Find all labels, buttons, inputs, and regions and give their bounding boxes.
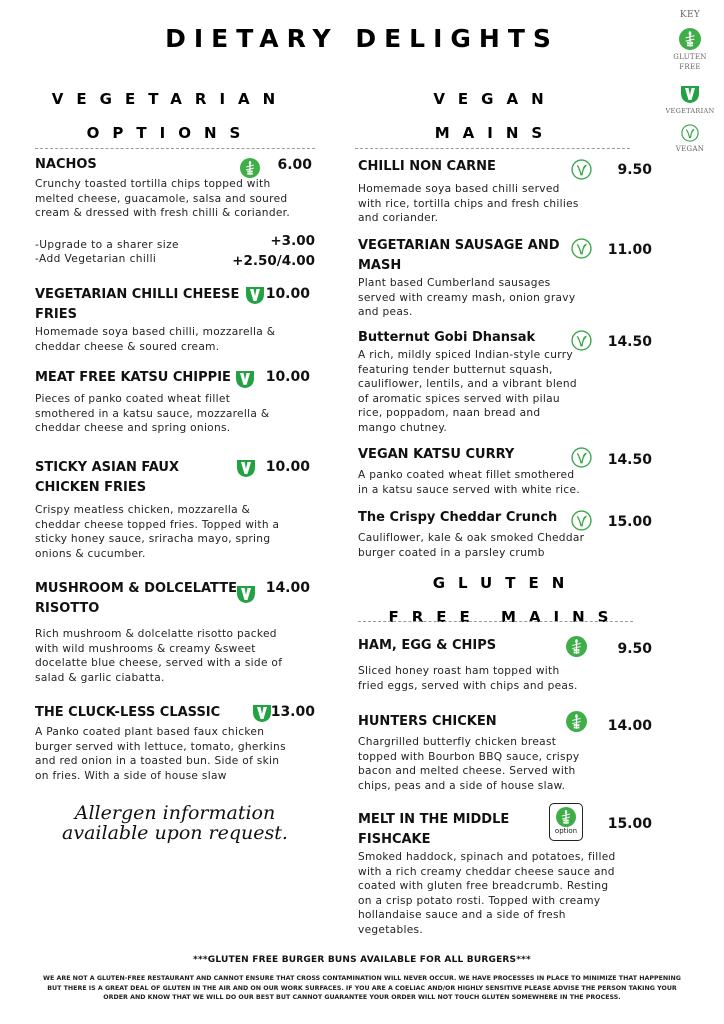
disclaimer-line: BUT THERE IS A GREAT DEAL OF GLUTEN IN THE AIR AND ON OUR WORK SURFACES. IF YOU ARE A COELIAC AND/OR HIGHLY SENSITIVE PLEASE ADVISE THE PERSON TAKING YOUR [47, 984, 677, 992]
item-name: VEGETARIAN CHILLI CHEESE [35, 287, 240, 302]
key-label-vegan: VEGAN [675, 145, 705, 153]
section-heading-vegetarian [20, 82, 320, 150]
item-name: CHICKEN FRIES [35, 480, 147, 495]
item-name: RISOTTO [35, 601, 100, 616]
desc-line: featuring tender butternut squash, [358, 363, 553, 376]
addon-price: +3.00 [270, 233, 315, 249]
desc-line: chips, peas and a side of house slaw. [358, 779, 566, 792]
item-price: 13.00 [270, 704, 315, 720]
desc-line: Homemade soya based chilli, mozzarella & [35, 326, 276, 338]
item-price: 11.00 [607, 242, 652, 258]
desc-line: and coriander. [358, 212, 439, 225]
desc-line: with a rich creamy cheddar cheese sauce and [358, 865, 615, 878]
legend-key [660, 10, 720, 154]
item-price: 10.00 [265, 369, 310, 385]
desc-line: topped with Bourbon BBQ sauce, crispy [358, 750, 580, 763]
desc-line: onions & cucumber. [35, 547, 146, 560]
gluten-free-option-badge [549, 803, 583, 841]
allergen-note [40, 803, 310, 843]
desc-line: cheddar cheese topped fries. Topped with a [35, 518, 280, 531]
vegan-icon [571, 330, 592, 351]
desc-line: Rich mushroom & dolcelatte risotto packed [35, 628, 277, 640]
item-price: 14.50 [607, 452, 652, 468]
desc-line: A rich, mildly spiced Indian-style curry [358, 349, 573, 361]
gluten-free-option-icon [556, 807, 576, 827]
item-name: HUNTERS CHICKEN [358, 714, 497, 729]
allergen-line: Allergen information [74, 802, 276, 824]
heading-line: OPTIONS [86, 124, 254, 142]
item-name: Butternut Gobi Dhansak [358, 330, 536, 345]
divider [358, 621, 633, 622]
key-label-line: FREE [679, 63, 701, 71]
item-description [358, 468, 628, 497]
desc-line: burger coated in a parsley crumb [358, 546, 545, 559]
item-description [35, 627, 320, 685]
desc-line: Pieces of panko coated wheat fillet [35, 393, 231, 405]
desc-line: on a crisp potato rosti. Topped with creamy [358, 894, 601, 907]
item-description [35, 503, 320, 561]
disclaimer-line: ORDER AND KNOW THAT WE WILL DO OUR BEST BUT CANNOT GUARANTEE YOUR ORDER WILL NOT TOUCH GLUTEN SOMEWHERE IN THE PROCESS. [103, 994, 621, 1001]
addon-price: +2.50/4.00 [232, 253, 315, 269]
desc-line: coated with gluten free breadcrumb. Resting [358, 880, 609, 893]
desc-line: vegetables. [358, 923, 424, 936]
desc-line: salad & garlic ciabatta. [35, 671, 165, 684]
key-label-gluten-free [660, 52, 720, 72]
item-description [358, 850, 658, 938]
item-name: FRIES [35, 307, 77, 322]
item-description [35, 392, 320, 436]
item-name: MEAT FREE KATSU CHIPPIE [35, 370, 231, 385]
allergen-line: available upon request. [62, 822, 288, 844]
desc-line: A Panko coated plant based faux chicken [35, 726, 265, 738]
item-price: 6.00 [277, 157, 312, 173]
item-price: 9.50 [617, 162, 652, 178]
section-heading-vegan [380, 82, 610, 150]
item-name: NACHOS [35, 157, 97, 172]
vegan-icon [571, 159, 592, 180]
heading-line: VEGAN [433, 90, 557, 108]
gluten-free-icon [566, 636, 587, 657]
desc-line: cheddar cheese and spring onions. [35, 422, 231, 435]
item-description [358, 735, 628, 793]
desc-line: on fries. With a side of house slaw [35, 769, 227, 782]
desc-line: bacon and melted cheese. Served with [358, 765, 576, 778]
desc-line: Homemade soya based chilli served [358, 183, 560, 195]
item-description [358, 348, 628, 436]
item-name: CHILLI NON CARNE [358, 159, 496, 174]
desc-line: of aromatic spices served with pilau [358, 392, 560, 405]
item-description [358, 182, 628, 226]
desc-line: fried eggs, served with chips and peas. [358, 679, 578, 692]
desc-line: Plant based Cumberland sausages [358, 277, 551, 289]
item-description [358, 276, 628, 320]
item-price: 15.00 [607, 816, 652, 832]
item-price: 10.00 [265, 286, 310, 302]
desc-line: cauliflower, lentils, and a vibrant blend [358, 378, 577, 391]
gluten-free-icon [566, 711, 587, 732]
item-name: FISHCAKE [358, 832, 431, 847]
page-title: DIETARY DELIGHTS [165, 24, 559, 53]
item-price: 14.50 [607, 334, 652, 350]
desc-line: docelatte blue cheese, served with a side of [35, 657, 283, 670]
item-description [35, 725, 325, 783]
desc-line: Sliced honey roast ham topped with [358, 665, 560, 677]
item-name: HAM, EGG & CHIPS [358, 638, 497, 653]
desc-line: melted cheese, guacamole, salsa and soured [35, 192, 288, 205]
item-name: VEGAN KATSU CURRY [358, 447, 515, 462]
vegan-icon [571, 510, 592, 531]
desc-line: mango chutney. [358, 421, 448, 434]
item-description [35, 325, 320, 354]
desc-line: sticky honey sauce, sriracha mayo, spring [35, 533, 271, 546]
item-name: VEGETARIAN SAUSAGE AND [358, 238, 560, 253]
item-name: The Crispy Cheddar Crunch [358, 510, 558, 525]
item-description [358, 531, 628, 560]
heading-line: VEGETARIAN [51, 90, 289, 108]
desc-line: Crispy meatless chicken, mozzarella & [35, 504, 251, 516]
option-label: option [554, 827, 578, 835]
desc-line: A panko coated wheat fillet smothered [358, 469, 575, 481]
desc-line: with rice, tortilla chips and fresh chilies [358, 197, 579, 210]
heading-line: FREE MAINS [388, 608, 622, 626]
item-description [35, 177, 320, 221]
addon-label: -Upgrade to a sharer size [35, 239, 179, 251]
desc-line: and red onion in a toasted bun. Side of skin [35, 755, 280, 768]
item-name: THE CLUCK-LESS CLASSIC [35, 705, 221, 720]
key-label-vegetarian: VEGETARIAN [665, 107, 715, 115]
vegetarian-icon [680, 84, 700, 104]
desc-line: hollandaise sauce and a side of fresh [358, 909, 566, 922]
item-price: 15.00 [607, 514, 652, 530]
item-price: 14.00 [265, 580, 310, 596]
item-price: 9.50 [617, 641, 652, 657]
item-price: 10.00 [265, 459, 310, 475]
heading-line: MAINS [434, 124, 556, 142]
item-name: MASH [358, 258, 402, 273]
gluten-disclaimer [20, 974, 704, 1003]
divider [355, 148, 630, 149]
vegan-icon [681, 124, 699, 142]
gluten-free-icon [679, 28, 701, 50]
vegan-icon [571, 238, 592, 259]
menu-item-ham-egg-chips [358, 636, 628, 693]
key-label-line: GLUTEN [673, 53, 707, 61]
item-name: STICKY ASIAN FAUX [35, 460, 179, 475]
addon-label: -Add Vegetarian chilli [35, 253, 157, 265]
desc-line: and peas. [358, 306, 413, 319]
item-name: MUSHROOM & DOLCELATTE [35, 581, 237, 596]
heading-line: GLUTEN [432, 574, 578, 592]
desc-line: Cauliflower, kale & oak smoked Cheddar [358, 532, 585, 544]
menu-item-hunters-chicken [358, 712, 628, 793]
desc-line: Chargrilled butterfly chicken breast [358, 736, 557, 748]
desc-line: Smoked haddock, spinach and potatoes, filled [358, 851, 616, 863]
desc-line: in a katsu sauce served with white rice. [358, 483, 580, 496]
desc-line: rice, poppadom, naan bread and [358, 407, 541, 420]
item-description [358, 664, 628, 693]
disclaimer-line: WE ARE NOT A GLUTEN-FREE RESTAURANT AND CANNOT ENSURE THAT CROSS CONTAMINATION WILL NEVER OCCUR. WE HAVE PROCESSES IN PLACE TO MINIMIZE THAT HAPPENING [43, 975, 681, 982]
desc-line: cheddar cheese & soured cream. [35, 340, 220, 353]
desc-line: smothered in a katsu sauce, mozzarella & [35, 407, 270, 420]
vegan-icon [571, 447, 592, 468]
item-price: 14.00 [607, 718, 652, 734]
desc-line: Crunchy toasted tortilla chips topped with [35, 178, 271, 190]
key-heading: KEY [679, 10, 701, 20]
desc-line: with wild mushrooms & creamy &sweet [35, 642, 256, 655]
gluten-free-buns-note: ***GLUTEN FREE BURGER BUNS AVAILABLE FOR ALL BURGERS*** [193, 955, 531, 965]
divider [35, 148, 315, 149]
section-heading-gluten-free [370, 566, 640, 634]
item-name: MELT IN THE MIDDLE [358, 812, 510, 827]
desc-line: served with creamy mash, onion gravy [358, 291, 576, 304]
desc-line: burger served with lettuce, tomato, gherkins [35, 740, 286, 753]
desc-line: cream & dressed with fresh chilli & coriander. [35, 207, 291, 220]
